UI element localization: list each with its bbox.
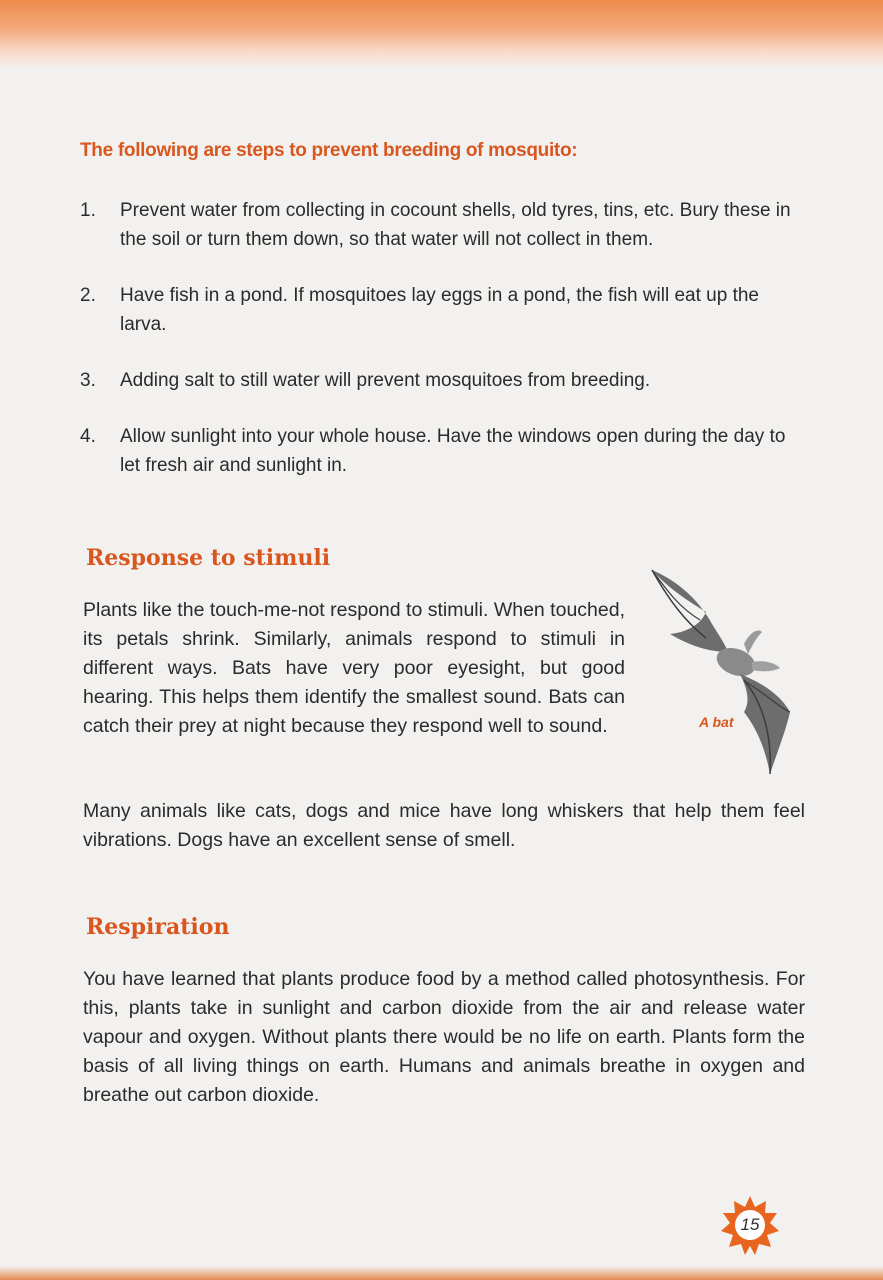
step-number: 1. (80, 200, 96, 221)
step-number: 4. (80, 426, 96, 447)
stimuli-paragraph: Plants like the touch-me-not respond to stimuli. When touched, its petals shrink. Similarly, animals respond to stimuli in different ways. Bats have very poor eyesight, but good hearing. This helps them identify the smallest sound. Bats can catch their prey at night because they respond well to sound. (83, 599, 625, 737)
section-heading-respiration: Respiration (86, 914, 230, 940)
section-heading-response-to-stimuli: Response to stimuli (86, 545, 331, 571)
step-number: 3. (80, 370, 96, 391)
step-text: Prevent water from collecting in cocount shells, old tyres, tins, etc. Bury these in the soil or turn them down, so that water will not collect in them. (120, 200, 791, 250)
list-item (80, 281, 810, 339)
step-text: Have fish in a pond. If mosquitoes lay eggs in a pond, the fish will eat up the larva. (120, 285, 759, 335)
step-number: 2. (80, 285, 96, 306)
list-item (80, 422, 810, 480)
whiskers-paragraph: Many animals like cats, dogs and mice have long whiskers that help them feel vibrations. Dogs have an excellent sense of smell. (83, 800, 805, 851)
bat-caption: A bat (699, 714, 734, 730)
top-color-band (0, 0, 883, 70)
bottom-color-band (0, 1266, 883, 1280)
steps-list (80, 196, 810, 507)
list-item (80, 366, 810, 395)
intro-heading: The following are steps to prevent breeding of mosquito: (80, 140, 578, 161)
list-item (80, 196, 810, 254)
step-text: Adding salt to still water will prevent mosquitoes from breeding. (120, 370, 651, 391)
bat-illustration (640, 562, 800, 782)
step-text: Allow sunlight into your whole house. Have the windows open during the day to let fresh air and sunlight in. (120, 426, 786, 476)
page-number: 15 (740, 1215, 760, 1234)
respiration-paragraph: You have learned that plants produce food by a method called photosynthesis. For this, plants take in sunlight and carbon dioxide from the air and release water vapour and oxygen. Without plants there would be no life on earth. Plants form the basis of all living things on earth. Humans and animals breathe in oxygen and breathe out carbon dioxide. (83, 968, 805, 1106)
